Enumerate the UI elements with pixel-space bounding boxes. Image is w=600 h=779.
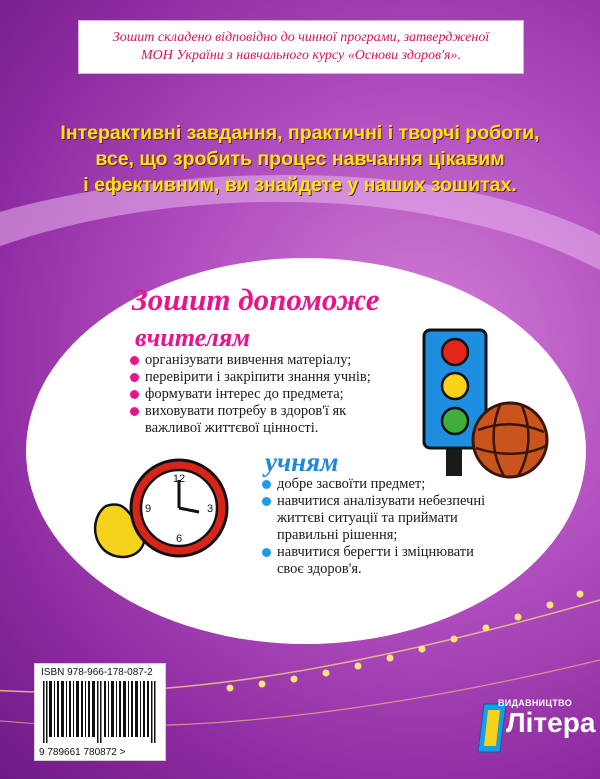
promo-line2: все, що зробить процес навчання цікавим: [95, 148, 505, 170]
barcode-icon: [43, 681, 157, 743]
bullet-icon: [130, 407, 139, 416]
clock-number-6: 6: [175, 533, 183, 545]
clock-number-3: 3: [206, 503, 214, 515]
promo-line1: Інтерактивні завдання, практичні і творчі роботи,: [60, 122, 540, 144]
list-item: перевірити і закріпити знання учнів;: [130, 369, 430, 386]
promo-line3: і ефективним, ви знайдете у наших зошитах.: [83, 174, 517, 196]
isbn-label: ISBN 978-966-178-087-2: [41, 667, 153, 678]
ball-icon: [470, 400, 550, 480]
list-item: формувати інтерес до предмета;: [130, 386, 430, 403]
promo-text: [40, 120, 560, 198]
bullet-icon: [130, 373, 139, 382]
list-item: добре засвоїти предмет;: [262, 476, 532, 493]
list-item: навчитися аналізувати небезпечні життєві ситуації та приймати правильні рішення;: [262, 493, 512, 544]
publisher-name: Літера: [506, 707, 596, 738]
bullet-icon: [262, 480, 271, 489]
barcode-digits: 9 789661 780872 >: [39, 747, 126, 758]
list-item: навчитися берегти і зміцнювати своє здоров'я.: [262, 544, 502, 578]
bullet-icon: [130, 356, 139, 365]
clock-number-12: 12: [172, 473, 186, 485]
clock-pear-icon: [84, 456, 234, 566]
main-heading: Зошит допоможе: [132, 282, 380, 317]
publisher-label: ВИДАВНИЦТВО: [498, 698, 572, 708]
teachers-title: вчителям: [135, 323, 251, 352]
list-item: виховувати потребу в здоров'ї як важливої життєвої цінності.: [130, 403, 380, 437]
bullet-icon: [262, 497, 271, 506]
curriculum-notice-line1: Зошит складено відповідно до чинної програми, затвердженої: [112, 30, 490, 45]
barcode-box: [34, 663, 166, 761]
students-list: [262, 476, 532, 578]
list-item: організувати вивчення матеріалу;: [130, 352, 430, 369]
bullet-icon: [262, 548, 271, 557]
students-title: учням: [265, 447, 339, 477]
teachers-list: [130, 352, 430, 437]
publisher-logo-icon: [474, 700, 510, 756]
clock-number-9: 9: [144, 503, 152, 515]
curriculum-notice-line2: МОН України з навчального курсу «Основи здоров'я».: [140, 48, 462, 63]
bullet-icon: [130, 390, 139, 399]
